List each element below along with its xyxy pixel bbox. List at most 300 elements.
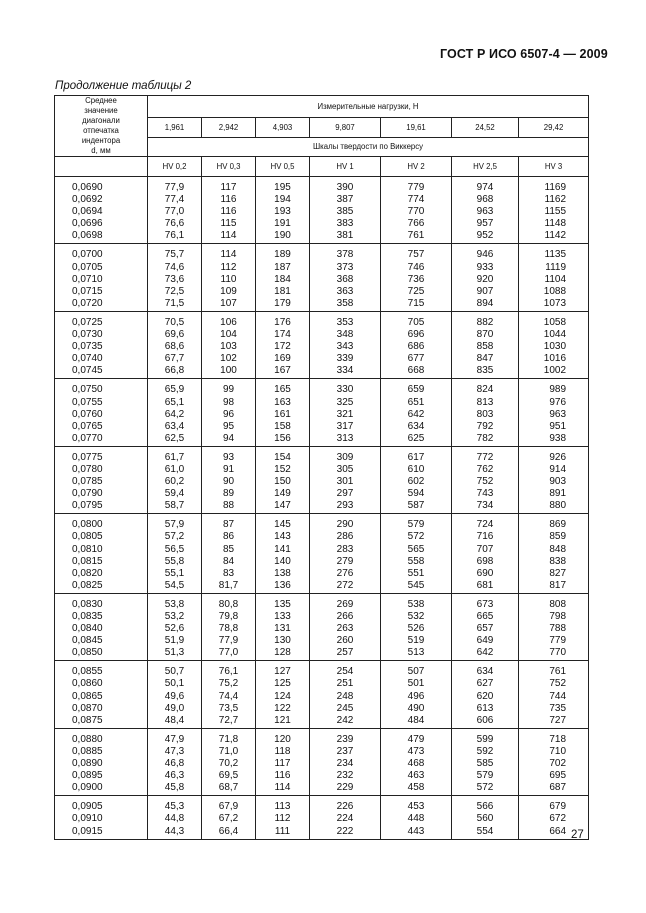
hardness-column-cell — [519, 514, 589, 594]
hardness-column-cell — [148, 379, 202, 446]
hardness-value: 113 — [274, 801, 291, 813]
hardness-value: 67,2 — [218, 813, 239, 825]
hardness-value: 77,9 — [164, 182, 185, 193]
hardness-value: 914 — [549, 463, 567, 475]
hardness-value: 716 — [476, 531, 494, 543]
hardness-value: 859 — [549, 531, 567, 543]
hardness-value: 963 — [549, 408, 567, 420]
hardness-value: 617 — [407, 451, 425, 463]
hardness-value: 158 — [274, 420, 291, 432]
hardness-value: 269 — [336, 598, 354, 610]
hardness-value: 746 — [407, 261, 425, 273]
row-group — [55, 446, 589, 513]
row-group — [55, 661, 589, 728]
hardness-value: 176 — [274, 316, 291, 328]
hardness-value: 187 — [274, 261, 291, 273]
hardness-value: 761 — [549, 666, 567, 678]
diagonal-column-cell — [55, 244, 148, 311]
row-group — [55, 244, 589, 311]
page-number: 27 — [571, 829, 584, 841]
hardness-column-cell — [519, 379, 589, 446]
hardness-value: 61,0 — [164, 463, 185, 475]
hardness-value: 770 — [549, 647, 567, 659]
hardness-value: 83 — [222, 567, 235, 579]
hardness-value: 363 — [336, 285, 354, 297]
hardness-value: 903 — [549, 476, 567, 488]
hardness-value: 77,9 — [218, 635, 239, 647]
hardness-column-cell — [202, 446, 256, 513]
hardness-value: 237 — [336, 745, 354, 757]
hardness-value: 195 — [274, 182, 291, 193]
hardness-value: 538 — [407, 598, 425, 610]
hardness-value: 150 — [274, 476, 291, 488]
hardness-value: 848 — [549, 543, 567, 555]
hardness-value: 191 — [274, 218, 291, 230]
hardness-column-cell — [519, 593, 589, 660]
hardness-value: 89 — [222, 488, 235, 500]
hardness-value: 49,0 — [164, 702, 185, 714]
hardness-value: 835 — [476, 365, 494, 377]
hardness-value: 104 — [220, 329, 237, 341]
row-group — [55, 514, 589, 594]
hardness-value: 479 — [407, 733, 425, 745]
diagonal-column-cell — [55, 661, 148, 728]
diagonal-value: 0,0700 — [72, 249, 103, 261]
hardness-value: 266 — [336, 611, 354, 622]
hardness-column-cell — [148, 177, 202, 244]
hardness-column-cell — [202, 728, 256, 795]
scale-header: HV 0,5 — [256, 157, 310, 177]
hardness-column-cell — [256, 728, 310, 795]
hardness-value: 60,2 — [164, 476, 185, 488]
hardness-value: 297 — [336, 488, 354, 500]
row-group — [55, 311, 589, 378]
row-group — [55, 177, 589, 244]
hardness-value: 566 — [476, 801, 494, 813]
hardness-column-cell — [202, 593, 256, 660]
hardness-value: 96 — [222, 408, 235, 420]
hardness-value: 1135 — [544, 249, 567, 261]
hardness-column-cell — [256, 379, 310, 446]
diagonal-value: 0,0880 — [72, 733, 103, 745]
hardness-column-cell — [148, 661, 202, 728]
hardness-value: 55,8 — [164, 555, 185, 567]
hardness-value: 385 — [336, 206, 354, 218]
table-body — [55, 177, 589, 840]
hardness-value: 260 — [336, 635, 354, 647]
hardness-value: 98 — [222, 396, 235, 408]
hardness-value: 766 — [407, 218, 425, 230]
hardness-value: 69,6 — [164, 329, 185, 341]
hardness-value: 358 — [336, 297, 354, 309]
hardness-value: 938 — [549, 432, 567, 444]
hardness-value: 61,7 — [164, 451, 185, 463]
hardness-value: 75,2 — [218, 678, 239, 690]
hardness-value: 779 — [407, 182, 425, 193]
hardness-value: 824 — [476, 384, 494, 396]
hardness-value: 77,0 — [218, 647, 239, 659]
hardness-value: 147 — [274, 500, 291, 512]
hardness-value: 710 — [549, 745, 567, 757]
hardness-value: 1044 — [543, 329, 567, 341]
diagonal-column-cell — [55, 593, 148, 660]
hardness-value: 1148 — [544, 218, 567, 230]
stub-header — [55, 96, 148, 157]
hardness-value: 309 — [336, 451, 354, 463]
hardness-value: 135 — [274, 598, 291, 610]
hardness-value: 169 — [274, 353, 291, 365]
hardness-value: 112 — [220, 261, 237, 273]
load-header: 24,52 — [452, 118, 519, 138]
hardness-value: 66,8 — [164, 365, 185, 377]
hardness-value: 920 — [476, 273, 494, 285]
hardness-value: 149 — [274, 488, 291, 500]
diagonal-value: 0,0890 — [72, 758, 103, 770]
hardness-value: 229 — [336, 782, 354, 794]
hardness-value: 234 — [336, 758, 354, 770]
hardness-value: 926 — [549, 451, 567, 463]
hardness-value: 67,9 — [218, 801, 239, 813]
hardness-value: 44,3 — [164, 825, 185, 837]
hardness-value: 165 — [274, 384, 291, 396]
document-header: ГОСТ Р ИСО 6507-4 — 2009 — [440, 47, 608, 61]
stub-header-line: индентора — [81, 136, 121, 145]
hardness-value: 880 — [549, 500, 567, 512]
hardness-column-cell — [202, 796, 256, 839]
hardness-value: 613 — [476, 702, 494, 714]
hardness-value: 276 — [336, 567, 354, 579]
hardness-column-cell — [381, 177, 452, 244]
hardness-value: 283 — [336, 543, 354, 555]
hardness-value: 946 — [476, 249, 494, 261]
hardness-value: 161 — [274, 408, 291, 420]
hardness-value: 63,4 — [164, 420, 185, 432]
hardness-value: 224 — [336, 813, 354, 825]
hardness-value: 968 — [476, 194, 494, 206]
hardness-value: 673 — [476, 598, 494, 610]
diagonal-value: 0,0905 — [72, 801, 103, 813]
hardness-value: 48,4 — [164, 714, 185, 726]
hardness-column-cell — [381, 446, 452, 513]
scale-header: HV 2 — [381, 157, 452, 177]
diagonal-value: 0,0740 — [72, 353, 103, 365]
hardness-value: 594 — [407, 488, 425, 500]
hardness-value: 484 — [407, 714, 425, 726]
diagonal-value: 0,0710 — [72, 273, 103, 285]
hardness-value: 951 — [549, 420, 567, 432]
hardness-column-cell — [202, 661, 256, 728]
hardness-value: 57,2 — [164, 531, 185, 543]
hardness-column-cell — [148, 796, 202, 839]
hardness-value: 734 — [476, 500, 494, 512]
hardness-value: 1073 — [543, 297, 567, 309]
diagonal-value: 0,0696 — [72, 218, 103, 230]
hardness-value: 387 — [336, 194, 354, 206]
hardness-value: 100 — [220, 365, 237, 377]
hardness-value: 707 — [476, 543, 494, 555]
hardness-value: 167 — [274, 365, 291, 377]
diagonal-column-cell — [55, 796, 148, 839]
hardness-value: 602 — [407, 476, 425, 488]
hardness-value: 526 — [407, 623, 425, 635]
hardness-value: 116 — [220, 206, 237, 218]
hardness-value: 117 — [274, 758, 291, 770]
hardness-column-cell — [310, 514, 381, 594]
hardness-value: 174 — [274, 329, 291, 341]
hardness-value: 257 — [336, 647, 354, 659]
hardness-value: 592 — [476, 745, 494, 757]
stub-header-line: Среднее — [85, 96, 117, 105]
hardness-value: 560 — [476, 813, 494, 825]
hardness-value: 744 — [549, 690, 567, 702]
hardness-value: 627 — [476, 678, 494, 690]
hardness-value: 808 — [549, 598, 567, 610]
hardness-value: 1169 — [544, 182, 567, 193]
hardness-value: 145 — [274, 519, 291, 531]
hardness-value: 76,1 — [164, 230, 185, 242]
hardness-value: 679 — [549, 801, 567, 813]
diagonal-value: 0,0780 — [72, 463, 103, 475]
hardness-value: 245 — [336, 702, 354, 714]
hardness-value: 532 — [407, 611, 425, 622]
hardness-value: 152 — [274, 463, 291, 475]
hardness-value: 957 — [476, 218, 494, 230]
hardness-value: 156 — [274, 432, 291, 444]
diagonal-value: 0,0910 — [72, 813, 103, 825]
scale-header: HV 3 — [519, 157, 589, 177]
hardness-value: 519 — [407, 635, 425, 647]
hardness-value: 705 — [407, 316, 425, 328]
hardness-value: 665 — [476, 611, 494, 622]
diagonal-value: 0,0900 — [72, 782, 103, 794]
hardness-value: 348 — [336, 329, 354, 341]
hardness-value: 51,3 — [164, 647, 185, 659]
scales-title: Шкалы твердости по Виккерсу — [148, 138, 589, 157]
hardness-value: 93 — [222, 451, 235, 463]
hardness-value: 657 — [476, 623, 494, 635]
hardness-value: 232 — [336, 770, 354, 782]
hardness-value: 127 — [274, 666, 291, 678]
hardness-value: 1016 — [543, 353, 567, 365]
hardness-value: 47,3 — [164, 745, 185, 757]
hardness-value: 383 — [336, 218, 354, 230]
hardness-value: 757 — [407, 249, 425, 261]
stub-header-line: отпечатка — [83, 126, 119, 135]
hardness-value: 736 — [407, 273, 425, 285]
scale-header: HV 0,2 — [148, 157, 202, 177]
stub-header-line: значение — [84, 106, 118, 115]
hardness-value: 136 — [274, 579, 291, 591]
diagonal-value: 0,0735 — [72, 341, 103, 353]
hardness-value: 293 — [336, 500, 354, 512]
hardness-value: 50,7 — [164, 666, 185, 678]
hardness-column-cell — [452, 728, 519, 795]
hardness-value: 453 — [407, 801, 425, 813]
hardness-value: 817 — [549, 579, 567, 591]
hardness-value: 263 — [336, 623, 354, 635]
row-group — [55, 593, 589, 660]
hardness-value: 847 — [476, 353, 494, 365]
hardness-column-cell — [381, 311, 452, 378]
scale-header: HV 2,5 — [452, 157, 519, 177]
hardness-value: 579 — [476, 770, 494, 782]
hardness-value: 1058 — [543, 316, 567, 328]
diagonal-column-cell — [55, 728, 148, 795]
hardness-value: 803 — [476, 408, 494, 420]
hardness-column-cell — [256, 244, 310, 311]
hardness-value: 190 — [274, 230, 291, 242]
diagonal-value: 0,0692 — [72, 194, 103, 206]
diagonal-value: 0,0835 — [72, 611, 103, 622]
hardness-value: 154 — [274, 451, 291, 463]
hardness-value: 448 — [407, 813, 425, 825]
hardness-value: 599 — [476, 733, 494, 745]
hardness-column-cell — [381, 514, 452, 594]
hardness-value: 69,5 — [218, 770, 239, 782]
diagonal-value: 0,0810 — [72, 543, 103, 555]
hardness-value: 286 — [336, 531, 354, 543]
diagonal-value: 0,0870 — [72, 702, 103, 714]
hardness-value: 81,7 — [218, 579, 239, 591]
hardness-value: 46,8 — [164, 758, 185, 770]
hardness-value: 279 — [336, 555, 354, 567]
hardness-column-cell — [202, 244, 256, 311]
hardness-value: 659 — [407, 384, 425, 396]
hardness-column-cell — [148, 593, 202, 660]
hardness-value: 74,6 — [164, 261, 185, 273]
diagonal-value: 0,0765 — [72, 420, 103, 432]
hardness-value: 772 — [476, 451, 494, 463]
hardness-value: 554 — [476, 825, 494, 837]
hardness-value: 49,6 — [164, 690, 185, 702]
hardness-value: 695 — [549, 770, 567, 782]
hardness-value: 107 — [220, 297, 237, 309]
hardness-value: 114 — [274, 782, 291, 794]
hardness-value: 373 — [336, 261, 354, 273]
stub-header-line: диагонали — [82, 116, 120, 125]
hardness-value: 858 — [476, 341, 494, 353]
hardness-value: 468 — [407, 758, 425, 770]
hardness-value: 121 — [274, 714, 291, 726]
hardness-column-cell — [310, 244, 381, 311]
hardness-value: 1030 — [543, 341, 567, 353]
hardness-value: 572 — [476, 782, 494, 794]
hardness-value: 625 — [407, 432, 425, 444]
hardness-value: 334 — [336, 365, 354, 377]
hardness-value: 620 — [476, 690, 494, 702]
hardness-value: 963 — [476, 206, 494, 218]
hardness-value: 128 — [274, 647, 291, 659]
diagonal-value: 0,0875 — [72, 714, 103, 726]
hardness-value: 95 — [222, 420, 235, 432]
hardness-value: 106 — [220, 316, 237, 328]
hardness-value: 222 — [336, 825, 354, 837]
diagonal-value: 0,0895 — [72, 770, 103, 782]
hardness-value: 62,5 — [164, 432, 185, 444]
hardness-value: 551 — [407, 567, 425, 579]
hardness-column-cell — [148, 311, 202, 378]
hardness-value: 381 — [336, 230, 354, 242]
hardness-column-cell — [452, 661, 519, 728]
hardness-column-cell — [256, 311, 310, 378]
hardness-value: 75,7 — [164, 249, 185, 261]
table-caption: Продолжение таблицы 2 — [55, 80, 192, 92]
hardness-value: 116 — [220, 194, 237, 206]
hardness-column-cell — [202, 514, 256, 594]
hardness-value: 64,2 — [164, 408, 185, 420]
hardness-value: 368 — [336, 273, 354, 285]
diagonal-value: 0,0795 — [72, 500, 103, 512]
hardness-value: 242 — [336, 714, 354, 726]
stub-header-spacer — [55, 157, 148, 177]
hardness-value: 330 — [336, 384, 354, 396]
hardness-value: 70,5 — [164, 316, 185, 328]
row-group — [55, 796, 589, 839]
hardness-value: 642 — [407, 408, 425, 420]
diagonal-value: 0,0715 — [72, 285, 103, 297]
load-header: 29,42 — [519, 118, 589, 138]
diagonal-value: 0,0725 — [72, 316, 103, 328]
hardness-column-cell — [310, 796, 381, 839]
hardness-value: 743 — [476, 488, 494, 500]
hardness-column-cell — [519, 244, 589, 311]
hardness-value: 870 — [476, 329, 494, 341]
hardness-value: 718 — [549, 733, 567, 745]
hardness-value: 443 — [407, 825, 425, 837]
hardness-value: 458 — [407, 782, 425, 794]
hardness-value: 813 — [476, 396, 494, 408]
hardness-value: 715 — [407, 297, 425, 309]
hardness-value: 702 — [549, 758, 567, 770]
hardness-value: 72,7 — [218, 714, 239, 726]
hardness-column-cell — [256, 796, 310, 839]
hardness-value: 301 — [336, 476, 354, 488]
hardness-value: 103 — [220, 341, 237, 353]
hardness-value: 724 — [476, 519, 494, 531]
diagonal-value: 0,0820 — [72, 567, 103, 579]
hardness-value: 67,7 — [164, 353, 185, 365]
hardness-column-cell — [256, 514, 310, 594]
hardness-column-cell — [148, 514, 202, 594]
hardness-value: 179 — [274, 297, 291, 309]
hardness-value: 99 — [222, 384, 235, 396]
hardness-value: 687 — [549, 782, 567, 794]
hardness-value: 78,8 — [218, 623, 239, 635]
hardness-value: 111 — [274, 825, 291, 837]
hardness-value: 124 — [274, 690, 291, 702]
hardness-value: 290 — [336, 519, 354, 531]
hardness-column-cell — [452, 379, 519, 446]
hardness-value: 84 — [222, 555, 235, 567]
hardness-column-cell — [310, 728, 381, 795]
hardness-column-cell — [310, 661, 381, 728]
hardness-value: 74,4 — [218, 690, 239, 702]
hardness-value: 65,9 — [164, 384, 185, 396]
diagonal-value: 0,0805 — [72, 531, 103, 543]
hardness-column-cell — [310, 379, 381, 446]
hardness-value: 193 — [274, 206, 291, 218]
hardness-value: 1155 — [544, 206, 567, 218]
diagonal-value: 0,0830 — [72, 598, 103, 610]
hardness-column-cell — [452, 514, 519, 594]
diagonal-value: 0,0750 — [72, 384, 103, 396]
hardness-value: 68,6 — [164, 341, 185, 353]
load-header: 9,807 — [310, 118, 381, 138]
hardness-column-cell — [381, 661, 452, 728]
hardness-value: 869 — [549, 519, 567, 531]
hardness-value: 782 — [476, 432, 494, 444]
hardness-value: 125 — [274, 678, 291, 690]
